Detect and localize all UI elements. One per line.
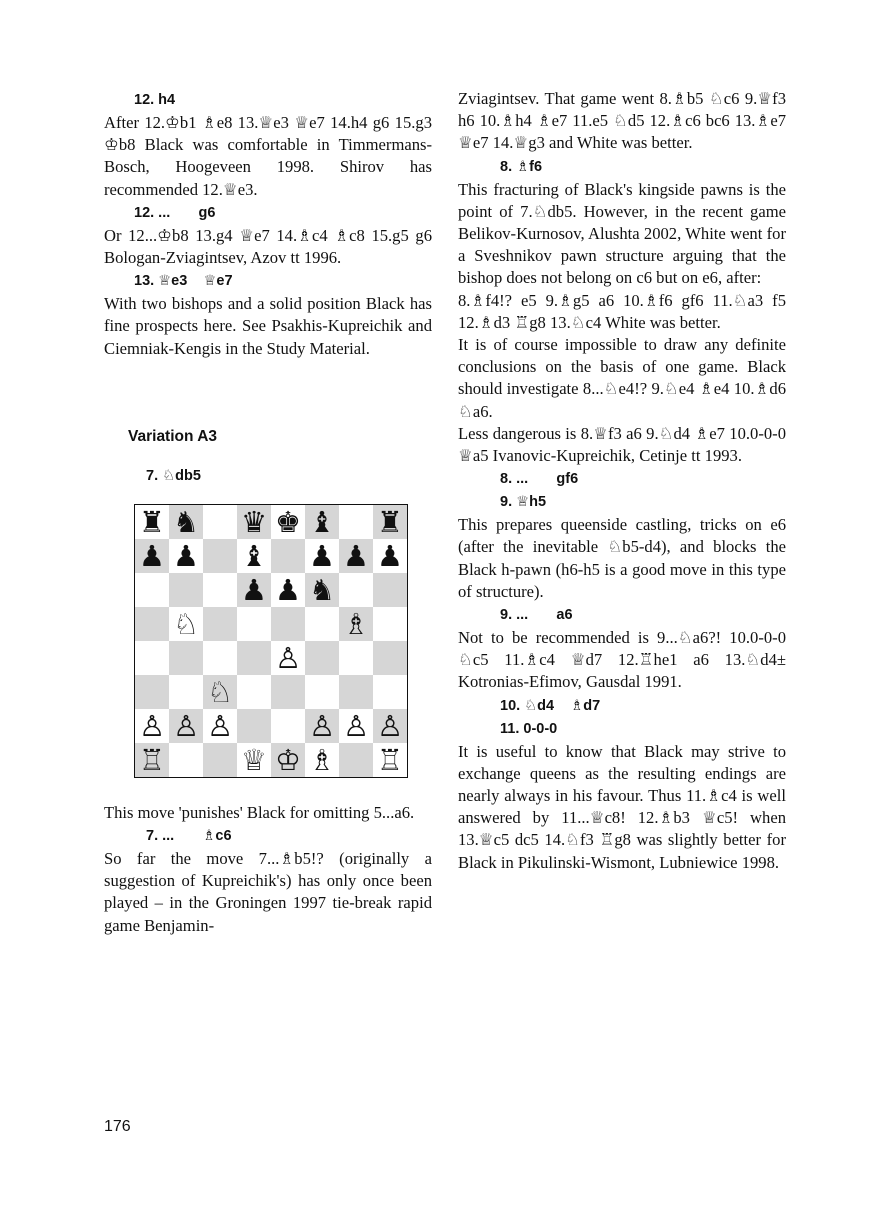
chess-piece-icon: ♘ xyxy=(207,674,233,709)
move-line: 8. ... gf6 xyxy=(500,471,579,488)
paragraph: It is useful to know that Black may strive to exchange queens as the resulting endings are nearly always in his favour. Thus 11.♗c4 is well answered by 11...♕c8! 12.♗b3 ♕c5! when 13.♕c5 dc5 14.♘f3 ♖g8 was slightly better for Black in Pikulinski-Wismont, Lubniewice 1998. xyxy=(458,741,786,872)
square-f7 xyxy=(305,539,339,573)
chess-piece-icon: ♟ xyxy=(173,538,199,573)
paragraph: Less dangerous is 8.♕f3 a6 9.♘d4 ♗e7 10.0-0-0 ♕a5 Ivanovic-Kupreichik, Cetinje tt 1993. xyxy=(458,423,786,466)
chess-piece-icon: ♗ xyxy=(343,606,369,641)
chess-piece-icon: ♙ xyxy=(343,708,369,743)
move-line: 10. ♘d4 ♗d7 xyxy=(500,697,601,714)
square-g6 xyxy=(339,573,373,607)
square-f8 xyxy=(305,505,339,539)
square-a3 xyxy=(135,675,169,709)
variation-heading: Variation A3 xyxy=(128,427,218,445)
square-e1 xyxy=(271,743,305,777)
square-e3 xyxy=(271,675,305,709)
chess-piece-icon: ♟ xyxy=(309,538,335,573)
page-number: 176 xyxy=(104,1118,131,1135)
chess-piece-icon: ♕ xyxy=(241,742,267,777)
square-f1 xyxy=(305,743,339,777)
paragraph: Or 12...♔b8 13.g4 ♕e7 14.♗c4 ♗c8 15.g5 g6 Bologan-Zviagintsev, Azov tt 1996. xyxy=(104,225,432,268)
square-d5 xyxy=(237,607,271,641)
square-d1 xyxy=(237,743,271,777)
chess-piece-icon: ♛ xyxy=(241,504,267,539)
chess-piece-icon: ♙ xyxy=(173,708,199,743)
square-g5 xyxy=(339,607,373,641)
paragraph: This prepares queenside castling, tricks on e6 (after the inevitable ♘b5-d4), and blocks the Black h-pawn (h6-h5 is a good move in this type of structure). xyxy=(458,515,786,601)
square-h2 xyxy=(373,709,407,743)
move-line: 13. ♕e3 ♕e7 xyxy=(134,273,233,290)
square-f4 xyxy=(305,641,339,675)
square-h4 xyxy=(373,641,407,675)
square-h1 xyxy=(373,743,407,777)
square-f5 xyxy=(305,607,339,641)
move-line: 12. ... g6 xyxy=(134,204,216,221)
chess-piece-icon: ♔ xyxy=(275,742,301,777)
square-h5 xyxy=(373,607,407,641)
chess-piece-icon: ♜ xyxy=(139,504,165,539)
square-d3 xyxy=(237,675,271,709)
square-g8 xyxy=(339,505,373,539)
square-b4 xyxy=(169,641,203,675)
chess-piece-icon: ♞ xyxy=(309,572,335,607)
square-c6 xyxy=(203,573,237,607)
square-h3 xyxy=(373,675,407,709)
square-c8 xyxy=(203,505,237,539)
square-g2 xyxy=(339,709,373,743)
square-b1 xyxy=(169,743,203,777)
square-b5 xyxy=(169,607,203,641)
square-c3 xyxy=(203,675,237,709)
chess-piece-icon: ♘ xyxy=(173,606,199,641)
square-e8 xyxy=(271,505,305,539)
square-a7 xyxy=(135,539,169,573)
chess-board-diagram xyxy=(134,504,408,778)
move-line: 9. ... a6 xyxy=(500,607,573,624)
chess-piece-icon: ♝ xyxy=(309,504,335,539)
paragraph: This move 'punishes' Black for omitting 5...a6. xyxy=(104,802,415,822)
move-line: 7. ♘db5 xyxy=(146,467,201,484)
paragraph: It is of course impossible to draw any definite conclusions on the basis of one game. Black should investigate 8...♘e4!? 9.♘e4 ♗e4 10.♗d6 ♘a6. xyxy=(458,335,786,421)
square-g3 xyxy=(339,675,373,709)
paragraph: With two bishops and a solid position Black has fine prospects here. See Psakhis-Kupreichik and Ciemniak-Kengis in the Study Material. xyxy=(104,294,432,358)
chess-piece-icon: ♙ xyxy=(309,708,335,743)
square-a1 xyxy=(135,743,169,777)
chess-piece-icon: ♟ xyxy=(343,538,369,573)
square-f3 xyxy=(305,675,339,709)
paragraph: After 12.♔b1 ♗e8 13.♕e3 ♕e7 14.h4 g6 15.g3 ♔b8 Black was comfortable in Timmermans-Bosch, Hoogeveen 1998. Shirov has recommended 12.♕e3. xyxy=(104,113,432,199)
paragraph: 8.♗f4!? e5 9.♗g5 a6 10.♗f6 gf6 11.♘a3 f5 12.♗d3 ♖g8 13.♘c4 White was better. xyxy=(458,290,786,332)
square-e4 xyxy=(271,641,305,675)
chess-piece-icon: ♙ xyxy=(377,708,403,743)
chess-piece-icon: ♖ xyxy=(377,742,403,777)
right-column xyxy=(458,88,786,874)
square-b3 xyxy=(169,675,203,709)
move-line: 7. ... ♗c6 xyxy=(146,828,232,845)
square-a2 xyxy=(135,709,169,743)
chess-piece-icon: ♖ xyxy=(139,742,165,777)
square-a5 xyxy=(135,607,169,641)
left-column xyxy=(104,88,432,937)
square-d4 xyxy=(237,641,271,675)
square-f6 xyxy=(305,573,339,607)
chess-piece-icon: ♚ xyxy=(275,504,301,539)
paragraph: Zviagintsev. That game went 8.♗b5 ♘c6 9.♕f3 h6 10.♗h4 ♗e7 11.e5 ♘d5 12.♗c6 bc6 13.♗e7 ♕e7 14.♕g3 and White was better. xyxy=(458,89,786,153)
square-g4 xyxy=(339,641,373,675)
chess-piece-icon: ♙ xyxy=(275,640,301,675)
chess-piece-icon: ♟ xyxy=(377,538,403,573)
square-c1 xyxy=(203,743,237,777)
square-c2 xyxy=(203,709,237,743)
square-b7 xyxy=(169,539,203,573)
paragraph: So far the move 7...♗b5!? (originally a suggestion of Kupreichik's) has only once been played – in the Groningen 1997 tie-break rapid game Benjamin- xyxy=(104,849,432,935)
square-d7 xyxy=(237,539,271,573)
square-a4 xyxy=(135,641,169,675)
square-d2 xyxy=(237,709,271,743)
chess-piece-icon: ♞ xyxy=(173,504,199,539)
square-h8 xyxy=(373,505,407,539)
chess-piece-icon: ♙ xyxy=(207,708,233,743)
square-h7 xyxy=(373,539,407,573)
chess-piece-icon: ♝ xyxy=(241,538,267,573)
square-b6 xyxy=(169,573,203,607)
square-b8 xyxy=(169,505,203,539)
square-g1 xyxy=(339,743,373,777)
move-line: 9. ♕h5 xyxy=(500,494,547,511)
square-a8 xyxy=(135,505,169,539)
square-f2 xyxy=(305,709,339,743)
chess-piece-icon: ♜ xyxy=(377,504,403,539)
square-e7 xyxy=(271,539,305,573)
chess-piece-icon: ♟ xyxy=(275,572,301,607)
paragraph: This fracturing of Black's kingside pawns is the point of 7.♘db5. However, in the recent game Belikov-Kurnosov, Alushta 2002, White went for a Sveshnikov pawn structure arguing that the bishop does not belong on c6 but on e6, after: xyxy=(458,179,786,288)
square-c4 xyxy=(203,641,237,675)
square-h6 xyxy=(373,573,407,607)
square-b2 xyxy=(169,709,203,743)
move-line: 11. 0-0-0 xyxy=(500,720,558,737)
square-e2 xyxy=(271,709,305,743)
square-g7 xyxy=(339,539,373,573)
square-d6 xyxy=(237,573,271,607)
square-c5 xyxy=(203,607,237,641)
paragraph: Not to be recommended is 9...♘a6?! 10.0-0-0 ♘c5 11.♗c4 ♕d7 12.♖he1 a6 13.♘d4± Kotronias-Efimov, Gausdal 1991. xyxy=(458,628,786,692)
chess-piece-icon: ♟ xyxy=(241,572,267,607)
square-e6 xyxy=(271,573,305,607)
chess-piece-icon: ♟ xyxy=(139,538,165,573)
square-a6 xyxy=(135,573,169,607)
square-e5 xyxy=(271,607,305,641)
square-c7 xyxy=(203,539,237,573)
move-line: 12. h4 xyxy=(134,92,176,108)
chess-piece-icon: ♗ xyxy=(309,742,335,777)
square-d8 xyxy=(237,505,271,539)
move-line: 8. ♗f6 xyxy=(500,158,543,175)
chess-piece-icon: ♙ xyxy=(139,708,165,743)
